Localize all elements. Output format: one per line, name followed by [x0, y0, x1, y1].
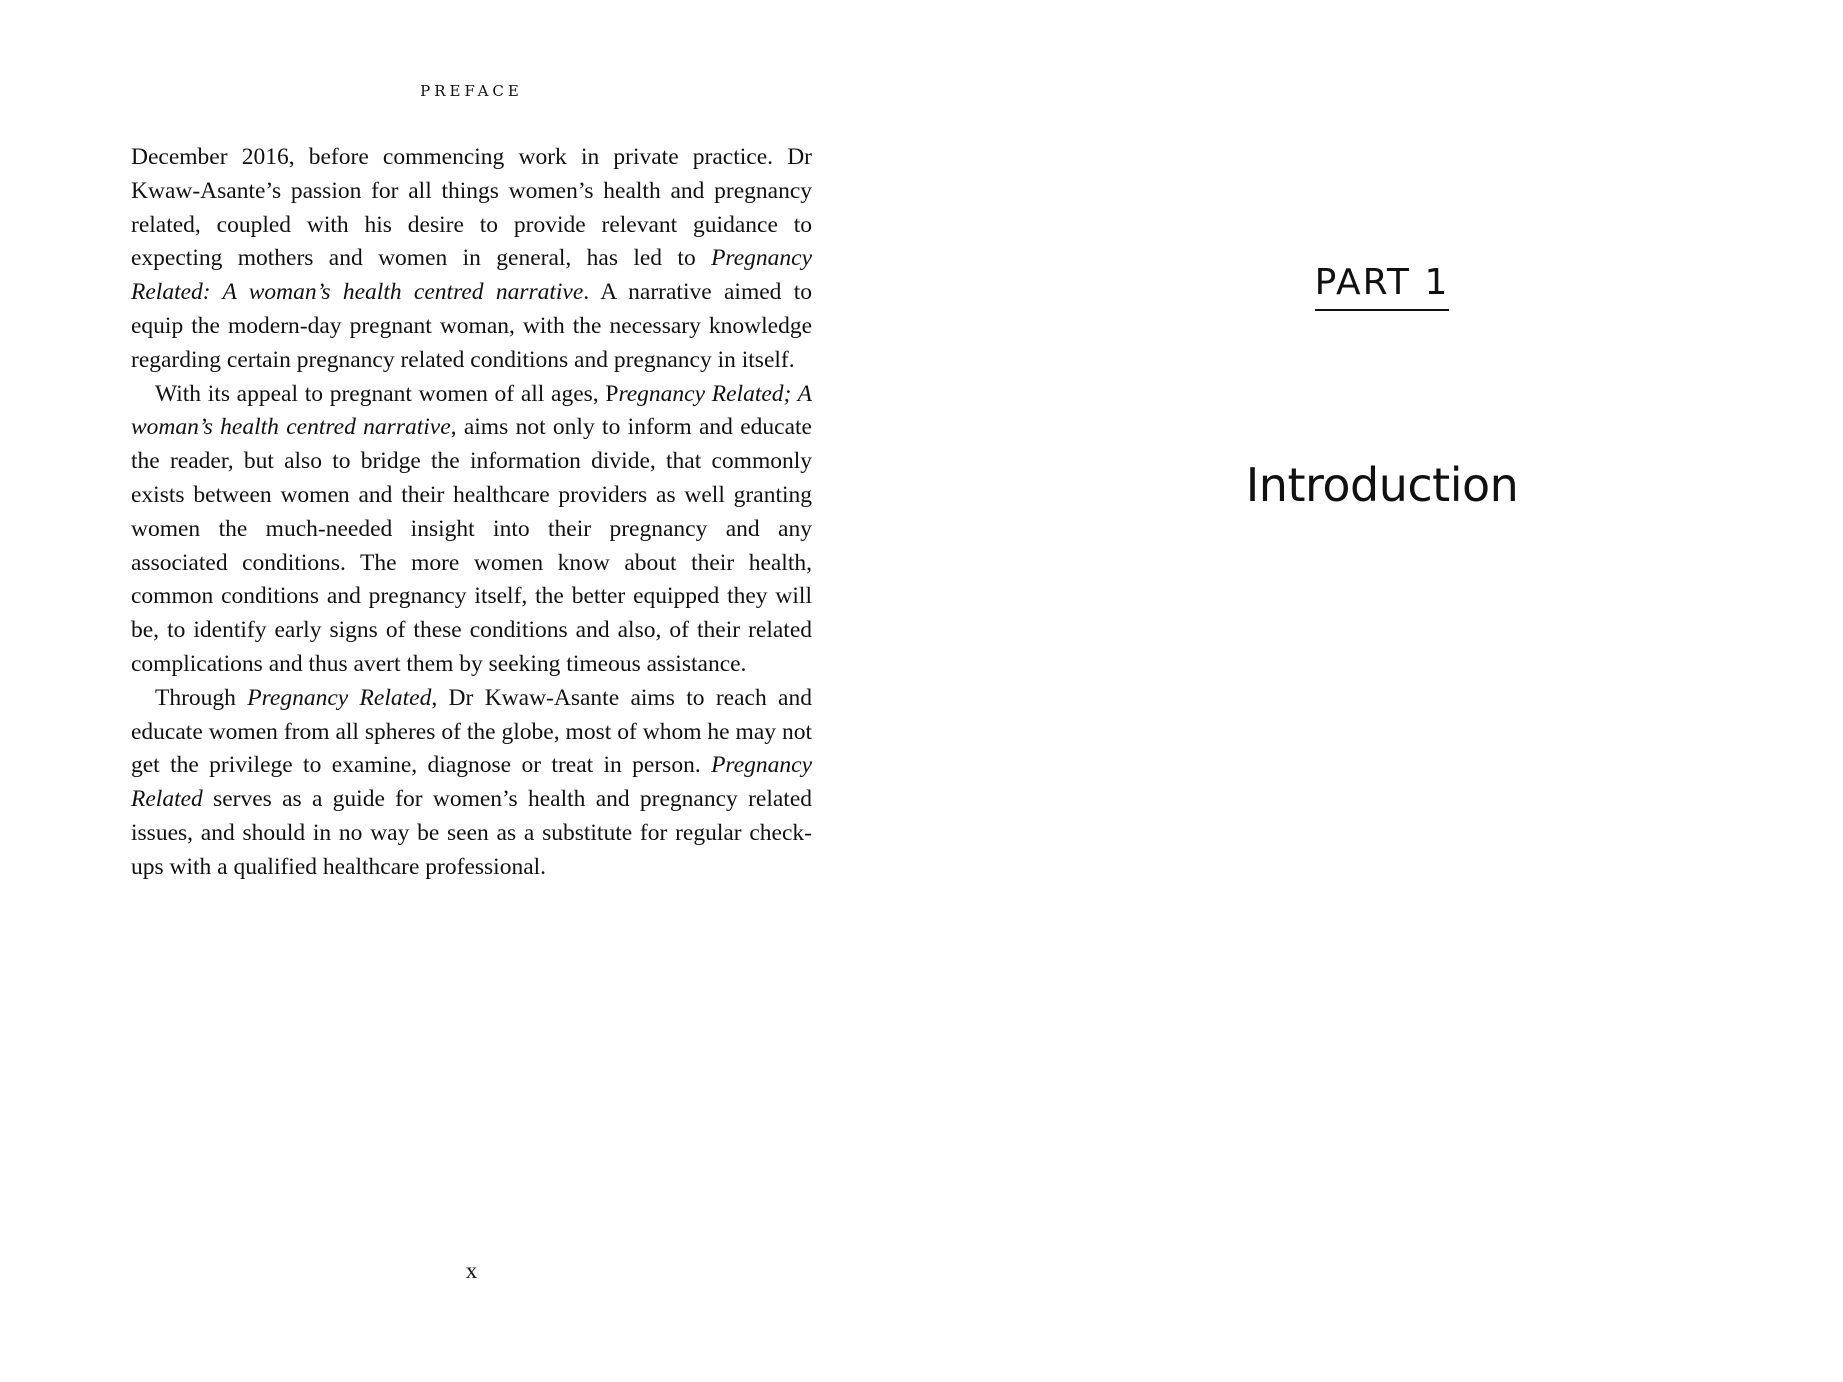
paragraph-text: With its appeal to pregnant women of all ages, P [155, 380, 619, 407]
paragraph-text: Through [155, 684, 248, 711]
paragraph-text: . A narrative aimed to equip the modern-day pregnant woman, with the necessary knowledge regarding certain pregnancy related conditions and pregnancy in itself. [131, 279, 812, 373]
paragraph [131, 378, 812, 682]
paragraph-text: , aims not only to inform and educate the reader, but also to bridge the information divide, that commonly exists between women and their healthcare providers as well granting women the much-needed insight into their pregnancy and any associated conditions. The more women know about their health, common conditions and pregnancy itself, the better equipped they will be, to identify early signs of these conditions and also, of their related complications and thus avert them by seeking timeous assistance. [131, 414, 812, 677]
book-title-italic: regnancy Related; A woman’s health centred narrative [131, 380, 812, 441]
book-title-italic: Pregnancy Related [247, 684, 432, 711]
book-title-italic: Pregnancy Related: A woman’s health centred narrative [131, 245, 812, 306]
left-page [0, 0, 921, 1382]
paragraph [131, 682, 812, 885]
paragraph-text: serves as a guide for women’s health and pregnancy related issues, and should in no way be seen as a substitute for regular check-ups with a qualified healthcare professional. [131, 786, 812, 880]
running-head: PREFACE [420, 82, 523, 100]
paragraph-text: December 2016, before commencing work in private practice. Dr Kwaw-Asante’s passion for all things women’s health and pregnancy related, coupled with his desire to provide relevant guidance to expecting mothers and women in general, has led to [131, 144, 812, 272]
part-heading [921, 262, 1843, 311]
chapter-title: Introduction [1245, 458, 1519, 512]
right-page [921, 0, 1843, 1382]
part-label: PART 1 [1315, 262, 1450, 311]
page-number: x [465, 1258, 478, 1283]
preface-body [131, 141, 812, 885]
paragraph-text: , Dr Kwaw-Asante aims to reach and educate women from all spheres of the globe, most of whom he may not get the privilege to examine, diagnose or treat in person. [131, 684, 812, 779]
paragraph [131, 141, 812, 378]
book-title-italic: Pregnancy Related [131, 752, 812, 813]
